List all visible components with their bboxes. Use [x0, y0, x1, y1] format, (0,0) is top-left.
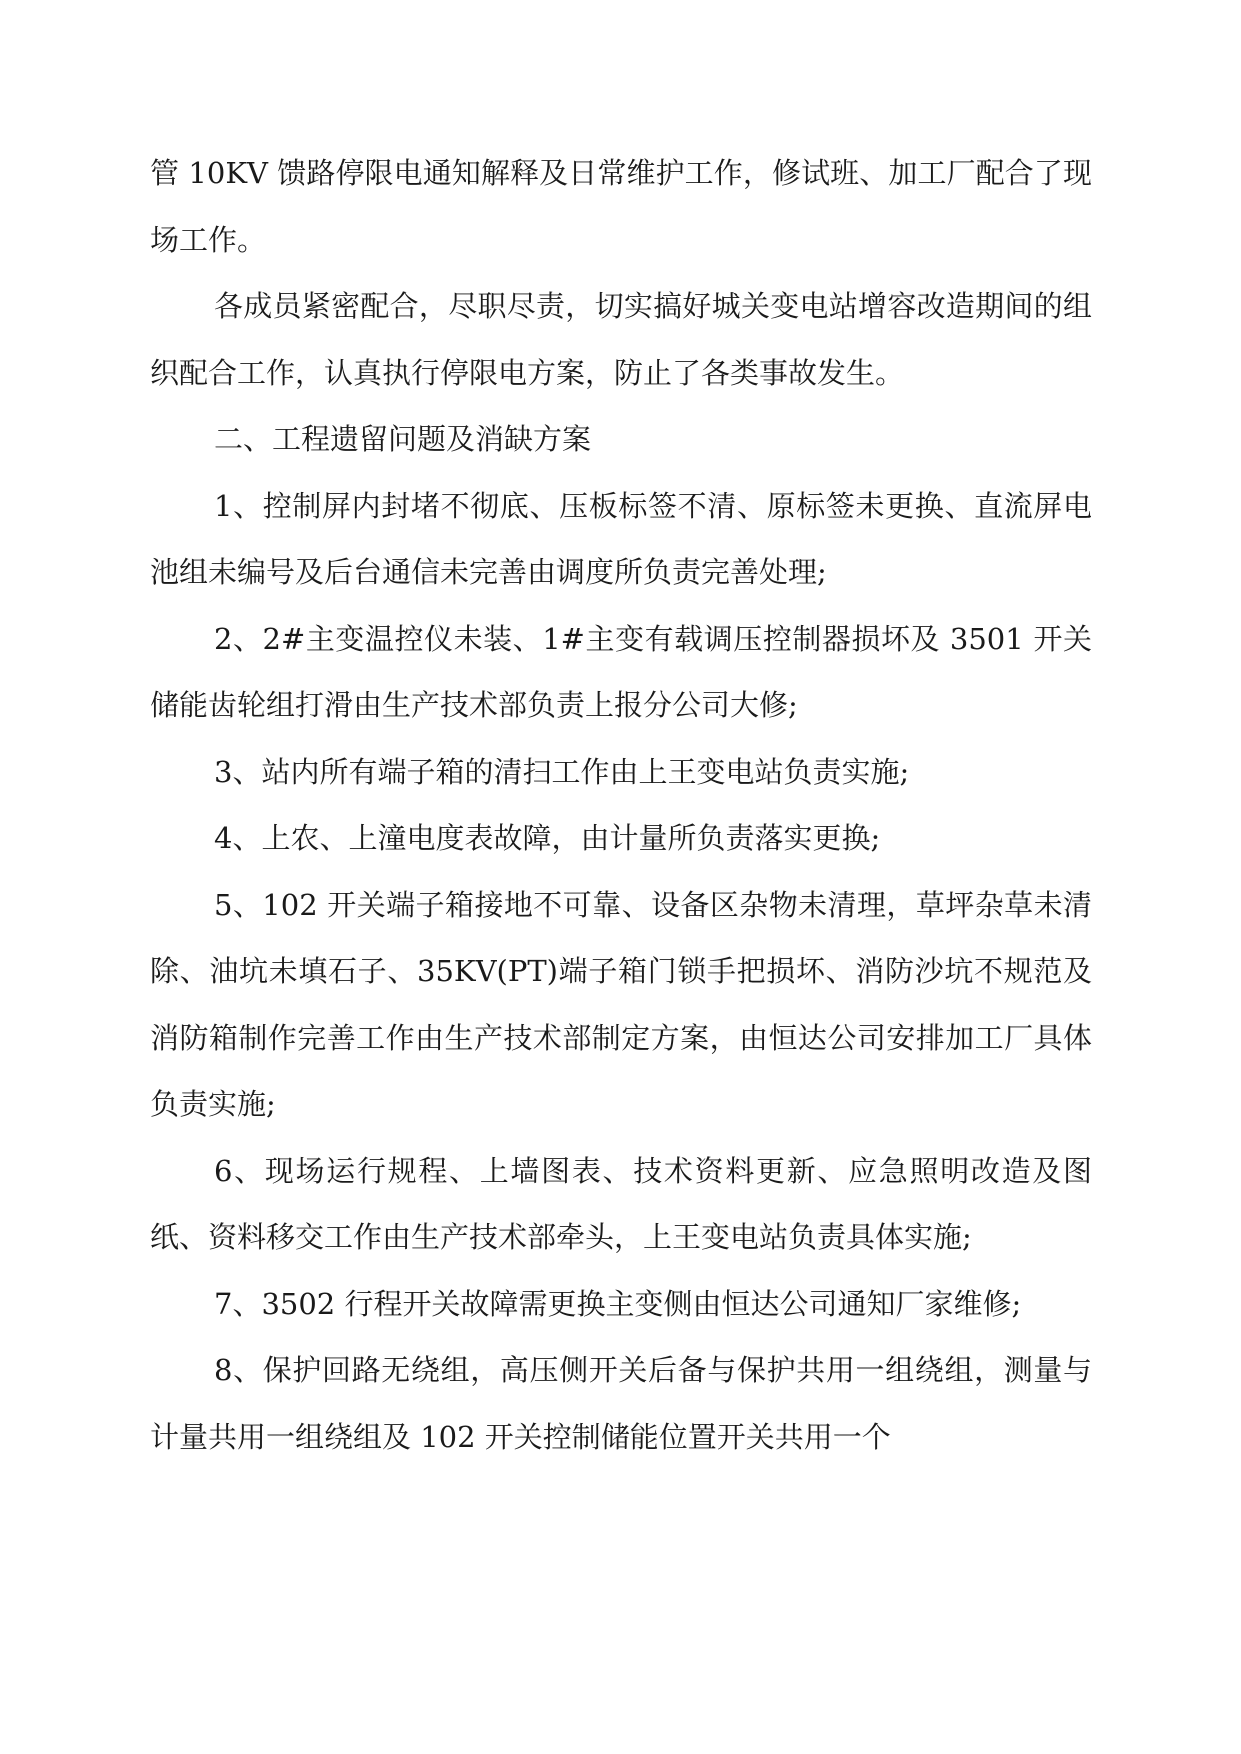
- list-item: 6、现场运行规程、上墙图表、技术资料更新、应急照明改造及图纸、资料移交工作由生产技术部牵头，上王变电站负责具体实施;: [150, 1153, 1092, 1254]
- list-item: 1、控制屏内封堵不彻底、压板标签不清、原标签未更换、直流屏电池组未编号及后台通信未完善由调度所负责完善处理;: [150, 488, 1092, 589]
- list-item: 5、102 开关端子箱接地不可靠、设备区杂物未清理，草坪杂草未清除、油坑未填石子、35KV(PT)端子箱门锁手把损坏、消防沙坑不规范及消防箱制作完善工作由生产技术部制定方案，由恒达公司安排加工厂具体负责实施;: [150, 887, 1092, 1121]
- document-page: [150, 140, 1092, 1470]
- section-heading: 二、工程遗留问题及消缺方案: [214, 422, 592, 456]
- list-item: 4、上农、上潼电度表故障，由计量所负责落实更换;: [214, 821, 881, 855]
- list-item: 8、保护回路无绕组，高压侧开关后备与保护共用一组绕组，测量与计量共用一组绕组及 102 开关控制储能位置开关共用一个: [150, 1353, 1092, 1454]
- list-item: 2、2#主变温控仪未装、1#主变有载调压控制器损坏及 3501 开关储能齿轮组打滑由生产技术部负责上报分公司大修;: [150, 621, 1092, 722]
- list-item: 7、3502 行程开关故障需更换主变侧由恒达公司通知厂家维修;: [214, 1286, 1022, 1321]
- paragraph-continuation: 管 10KV 馈路停限电通知解释及日常维护工作，修试班、加工厂配合了现场工作。: [150, 156, 1092, 257]
- list-item: 3、站内所有端子箱的清扫工作由上王变电站负责实施;: [214, 754, 910, 789]
- paragraph-summary: 各成员紧密配合，尽职尽责，切实搞好城关变电站增容改造期间的组织配合工作，认真执行停限电方案，防止了各类事故发生。: [150, 289, 1092, 390]
